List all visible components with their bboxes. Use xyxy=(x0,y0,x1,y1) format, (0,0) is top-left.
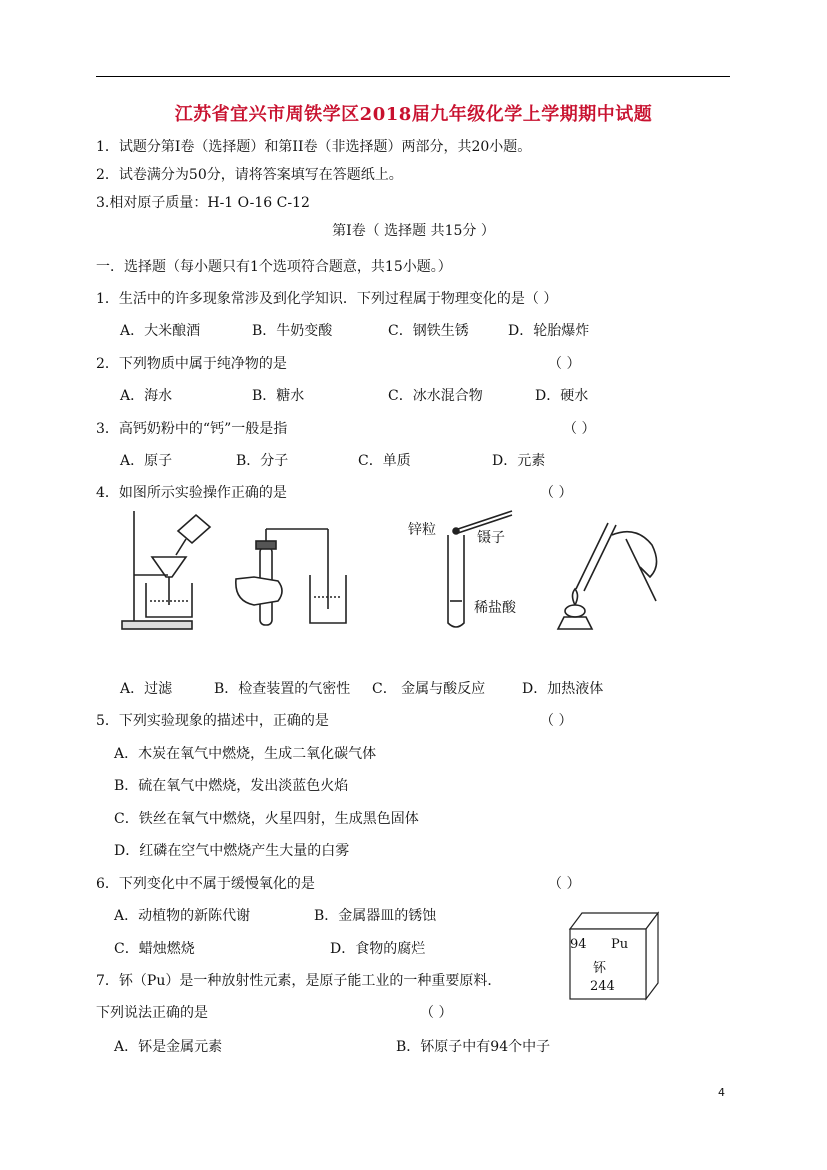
note-1: 1．试题分第Ⅰ卷（选择题）和第II卷（非选择题）两部分，共20小题。 xyxy=(96,139,532,155)
part-heading: 一．选择题（每小题只有1个选项符合题意，共15小题。） xyxy=(96,259,452,275)
option-a: A．过滤 xyxy=(120,681,173,697)
question-4-stem: 4．如图所示实验操作正确的是 xyxy=(96,485,287,501)
option-b: B．检查装置的气密性 xyxy=(214,681,351,697)
element-symbol: Pu xyxy=(611,937,629,952)
label-tweezers: 镊子 xyxy=(477,530,505,546)
option-a: A．钚是金属元素 xyxy=(114,1039,223,1055)
airtightness-apparatus xyxy=(224,505,354,633)
option-c: C．单质 xyxy=(358,453,411,469)
option-d: D．轮胎爆炸 xyxy=(508,323,590,339)
header-rule xyxy=(96,76,730,77)
option-a: A．木炭在氧气中燃烧，生成二氧化碳气体 xyxy=(114,746,377,762)
label-zinc: 锌粒 xyxy=(408,522,436,538)
atomic-mass: 244 xyxy=(590,979,615,994)
option-c: C．铁丝在氧气中燃烧，火星四射，生成黑色固体 xyxy=(114,811,419,827)
option-c: C．钢铁生锈 xyxy=(388,323,469,339)
answer-paren: （ ） xyxy=(548,356,581,372)
answer-paren: （ ） xyxy=(548,876,581,892)
option-d: D．食物的腐烂 xyxy=(330,941,426,957)
question-7-stem: 7．钚（Pu）是一种放射性元素，是原子能工业的一种重要原料． xyxy=(96,973,502,989)
page-number: 4 xyxy=(718,1086,725,1099)
atomic-number: 94 xyxy=(570,937,587,952)
answer-paren: （ ） xyxy=(540,713,573,729)
option-a: A．动植物的新陈代谢 xyxy=(114,908,251,924)
option-c: C．蜡烛燃烧 xyxy=(114,941,195,957)
option-d: D．硬水 xyxy=(535,388,589,404)
question-7-options xyxy=(0,1038,827,1056)
answer-paren: （ ） xyxy=(540,485,573,501)
option-d: D．加热液体 xyxy=(522,681,604,697)
question-2-options xyxy=(0,387,827,405)
question-6-options-row-1 xyxy=(0,907,827,925)
question-3-stem: 3．高钙奶粉中的“钙”一般是指 xyxy=(96,421,288,437)
option-b: B．钚原子中有94个中子 xyxy=(396,1039,551,1055)
question-6-stem: 6．下列变化中不属于缓慢氧化的是 xyxy=(96,876,315,892)
question-4-options xyxy=(0,680,827,698)
option-b: B．牛奶变酸 xyxy=(252,323,333,339)
answer-paren: （ ） xyxy=(420,1005,453,1021)
option-a: A．海水 xyxy=(120,388,173,404)
option-b: B．糖水 xyxy=(252,388,305,404)
element-cell xyxy=(556,905,660,1001)
section-heading: 第Ⅰ卷（ 选择题 共15分 ） xyxy=(332,223,495,239)
option-a: A．原子 xyxy=(120,453,173,469)
heating-liquid-apparatus xyxy=(552,505,672,633)
filtration-apparatus xyxy=(120,505,220,633)
question-6-options-row-2 xyxy=(0,940,827,958)
question-5-stem: 5．下列实验现象的描述中，正确的是 xyxy=(96,713,329,729)
option-b: B．硫在氧气中燃烧，发出淡蓝色火焰 xyxy=(114,778,349,794)
note-2: 2．试卷满分为50分，请将答案填写在答题纸上。 xyxy=(96,167,403,183)
question-1-options xyxy=(0,322,827,340)
question-2-stem: 2．下列物质中属于纯净物的是 xyxy=(96,356,287,372)
option-c: C． 金属与酸反应 xyxy=(372,681,486,697)
option-c: C．冰水混合物 xyxy=(388,388,483,404)
answer-paren: （ ） xyxy=(563,421,596,437)
option-d: D．元素 xyxy=(492,453,546,469)
option-a: A．大米酿酒 xyxy=(120,323,201,339)
document-title: 江苏省宜兴市周铁学区2018届九年级化学上学期期中试题 xyxy=(174,104,653,125)
option-d: D．红磷在空气中燃烧产生大量的白雾 xyxy=(114,843,350,859)
note-3: 3.相对原子质量：H-1 O-16 C-12 xyxy=(96,195,310,211)
option-b: B．分子 xyxy=(236,453,289,469)
element-name: 钚 xyxy=(593,961,607,976)
option-b: B．金属器皿的锈蚀 xyxy=(314,908,437,924)
question-3-options xyxy=(0,452,827,470)
experiment-figures xyxy=(112,505,692,635)
question-7-stem-2: 下列说法正确的是 xyxy=(96,1005,208,1021)
label-acid: 稀盐酸 xyxy=(474,600,516,616)
question-1-stem: 1．生活中的许多现象常涉及到化学知识．下列过程属于物理变化的是（ ） xyxy=(96,291,558,307)
